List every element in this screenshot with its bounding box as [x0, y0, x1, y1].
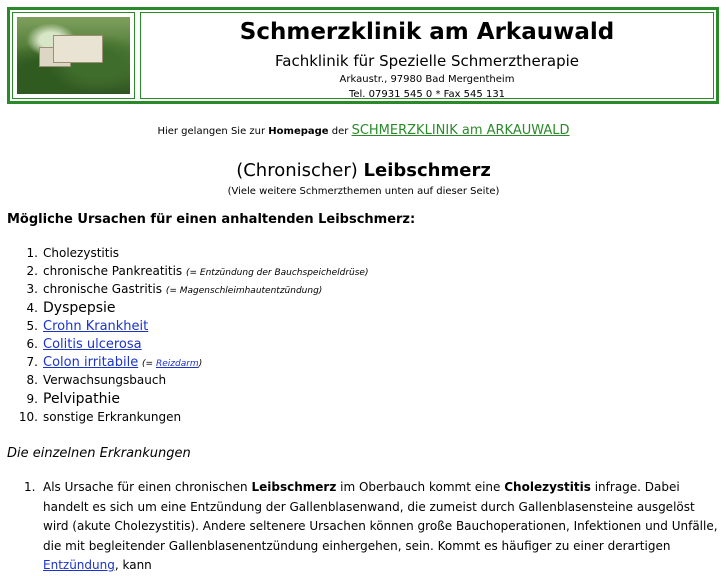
building-main	[53, 35, 103, 63]
clinic-address: Arkaustr., 97980 Bad Mergentheim	[339, 74, 515, 85]
detail-bold: Cholezystitis	[504, 480, 591, 494]
detail-list	[0, 478, 727, 576]
page-title-paren: (Chronischer)	[236, 160, 358, 181]
list-item	[0, 478, 727, 576]
clinic-photo	[17, 17, 130, 94]
list-number: 4.	[26, 300, 38, 315]
list-number: 7.	[26, 355, 38, 370]
list-item-label: sonstige Erkrankungen	[43, 409, 182, 424]
clinic-phone: Tel. 07931 545 0 * Fax 545 131	[348, 89, 506, 100]
list-number: 6.	[26, 336, 38, 351]
detail-text: Als Ursache für einen chronischen	[43, 480, 248, 494]
list-number: 10.	[18, 409, 38, 424]
detail-text: infrage. Dabei handelt es sich um eine Entzündung der Gallenblasenwand, die zumeist durch Gallenblasensteine ausgelöst wird (akute Cholezystitis). Andere seltenere Ursachen können große Bauchoperationen, Infektionen und Unfälle, die mit begleitender Gallenblasenentzündung einhergehen, sein. Kommt es häufiger zu einer derartigen	[43, 480, 718, 553]
list-number: 2.	[26, 264, 38, 279]
list-item	[0, 244, 727, 262]
list-item-label: Dyspepsie	[43, 299, 116, 316]
section-heading: Mögliche Ursachen für einen anhaltenden Leibschmerz:	[7, 212, 416, 227]
list-item	[0, 335, 727, 353]
homepage-mid: der	[331, 126, 349, 137]
homepage-line	[0, 123, 727, 138]
list-item	[0, 299, 727, 317]
list-number: 1.	[24, 480, 36, 494]
list-item	[0, 317, 727, 335]
detail-text: , kann	[114, 558, 152, 572]
list-item	[0, 262, 727, 280]
page-title-bold: Leibschmerz	[363, 160, 491, 181]
diseases-subheading: Die einzelnen Erkrankungen	[7, 446, 191, 461]
list-number: 8.	[26, 373, 38, 388]
list-item-label: chronische Gastritis	[43, 282, 162, 297]
list-item-label: Verwachsungsbauch	[43, 373, 167, 388]
note-prefix: (=	[142, 359, 154, 370]
homepage-bold: Homepage	[268, 126, 329, 137]
homepage-link[interactable]: SCHMERZKLINIK am ARKAUWALD	[351, 123, 570, 138]
detail-paragraph	[43, 478, 718, 576]
detail-bold: Leibschmerz	[251, 480, 337, 494]
page-title	[0, 160, 727, 181]
list-item-label: Cholezystitis	[43, 246, 120, 260]
page-subnote: (Viele weitere Schmerzthemen unten auf dieser Seite)	[227, 186, 500, 197]
list-item-label: chronische Pankreatitis	[43, 264, 183, 279]
list-item-note: (= Magenschleimhautentzündung)	[165, 286, 323, 297]
causes-list	[0, 244, 727, 426]
list-item	[0, 280, 727, 298]
list-number: 3.	[26, 282, 38, 297]
list-item	[0, 390, 727, 408]
note-suffix: )	[198, 359, 203, 370]
list-item	[0, 353, 727, 371]
list-number: 9.	[26, 391, 38, 406]
homepage-prefix: Hier gelangen Sie zur	[157, 126, 266, 137]
entzuendung-link[interactable]: Entzündung	[43, 558, 115, 572]
reizdarm-link[interactable]: Reizdarm	[155, 359, 199, 370]
colitis-link[interactable]: Colitis ulcerosa	[43, 336, 142, 352]
header-text-cell	[140, 12, 714, 99]
list-number: 5.	[26, 318, 38, 333]
list-item	[0, 408, 727, 426]
detail-text: im Oberbauch kommt eine	[340, 480, 501, 494]
clinic-subtitle: Fachklinik für Spezielle Schmerztherapie	[275, 52, 579, 70]
list-number: 1.	[26, 246, 38, 260]
clinic-header	[7, 7, 719, 104]
colon-irritabile-link[interactable]: Colon irritabile	[43, 355, 139, 371]
crohn-link[interactable]: Crohn Krankheit	[43, 318, 149, 334]
list-item-label: Pelvipathie	[43, 390, 120, 407]
list-item-note: (= Entzündung der Bauchspeicheldrüse)	[185, 268, 369, 279]
photo-cell	[12, 12, 135, 99]
list-item	[0, 371, 727, 389]
clinic-title: Schmerzklinik am Arkauwald	[239, 19, 615, 45]
